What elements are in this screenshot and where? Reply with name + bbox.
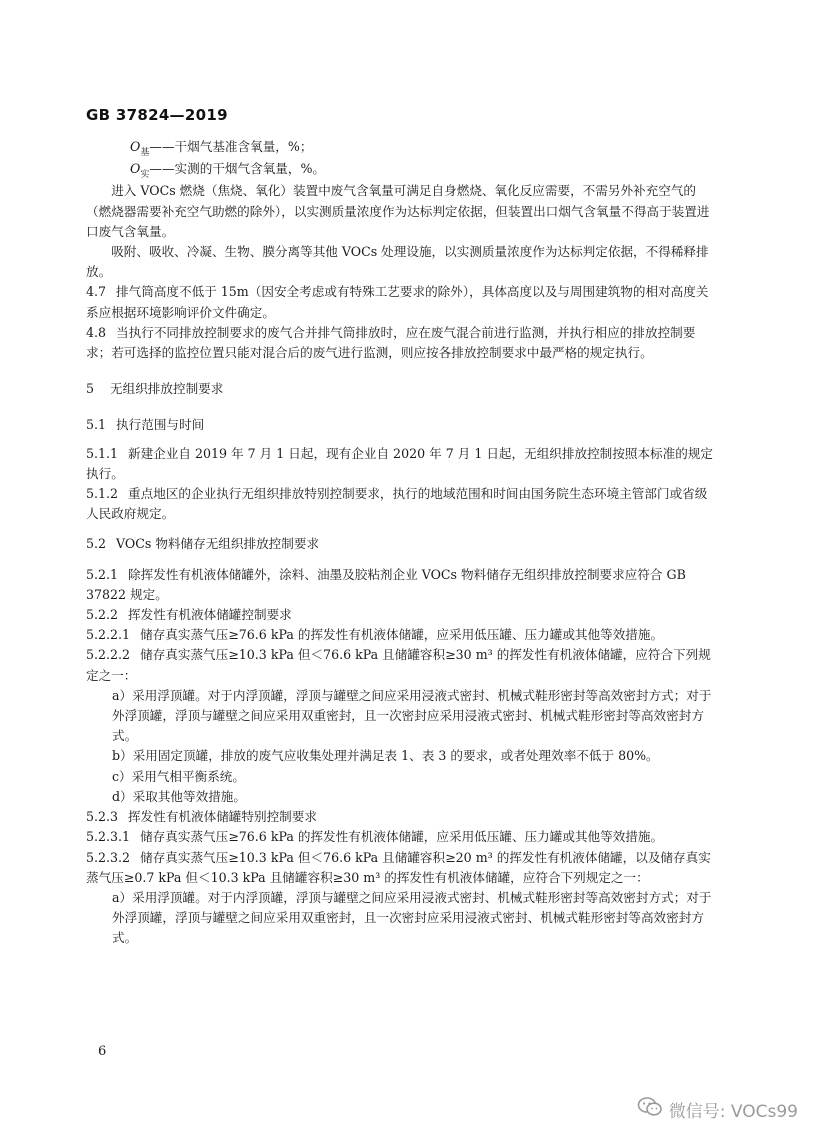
section-number: 5 (86, 381, 95, 397)
section-5-1-heading (86, 415, 716, 435)
definition-text: ——干烟气基准含氧量，%； (149, 139, 313, 154)
clause-number: 5.1.1 (86, 445, 119, 461)
clause-number: 5.2.2.2 (86, 647, 131, 663)
clause-4-7 (86, 282, 716, 322)
section-title: 无组织排放控制要求 (110, 381, 224, 397)
clause-text: 排气筒高度不低于 15m（因安全考虑或有特殊工艺要求的除外），具体高度以及与周围建筑物的相对高度关系应根据环境影响评价文件确定。 (86, 284, 709, 320)
definition-subscript: 实 (140, 170, 150, 181)
section-number: 5.2.2 (86, 607, 119, 623)
clause-number: 5.2.1 (86, 566, 119, 582)
section-number: 5.1 (86, 417, 107, 433)
standard-code-header: GB 37824—2019 (86, 106, 228, 124)
clause-number: 4.8 (86, 324, 107, 340)
clause-text: 当执行不同排放控制要求的废气合并排气筒排放时，应在废气混合前进行监测，并执行相应的排放控制要求；若可选择的监控位置只能对混合后的废气进行监测，则应按各排放控制要求中最严格的规定执行。 (86, 324, 696, 361)
page-number: 6 (98, 1044, 107, 1059)
definition-text: ——实测的干烟气含氧量，%。 (149, 161, 326, 177)
clause-5-2-1 (86, 565, 716, 605)
list-item: a）采用浮顶罐。对于内浮顶罐，浮顶与罐壁之间应采用浸液式密封、机械式鞋形密封等高效密封方式；对于外浮顶罐，浮顶与罐壁之间应采用双重密封，且一次密封应采用浸液式密封、机械式鞋形密封等高效密封方式。 (112, 889, 712, 946)
document-body (86, 137, 716, 949)
clause-number: 5.2.3.2 (86, 849, 131, 865)
clause-5-2-2-1 (86, 625, 716, 645)
clause-text: 重点地区的企业执行无组织排放特别控制要求，执行的地域范围和时间由国务院生态环境主管部门或省级人民政府规定。 (86, 486, 708, 522)
paragraph-combustion-oxygen: 进入 VOCs 燃烧（焦烧、氧化）装置中废气含氧量可满足自身燃烧、氧化反应需要，不需另外补充空气的（燃烧器需要补充空气助燃的除外），以实测质量浓度作为达标判定依据，但装置出口烟气含氧量不得高于装置进口废气含氧量。 (86, 183, 710, 239)
clause-number: 4.7 (86, 284, 107, 300)
section-5-heading (86, 379, 716, 399)
section-title: 挥发性有机液体储罐特别控制要求 (128, 809, 317, 825)
clause-text: 新建企业自 2019 年 7 月 1 日起，现有企业自 2020 年 7 月 1 日起，无组织排放控制按照本标准的规定执行。 (86, 445, 714, 481)
section-5-2-2-heading (86, 605, 716, 625)
clause-5-1-2 (86, 484, 716, 524)
paragraph-other-treatment: 吸附、吸收、冷凝、生物、膜分离等其他 VOCs 处理设施，以实测质量浓度作为达标判定依据，不得稀释排放。 (86, 244, 709, 280)
wechat-icon (637, 1096, 663, 1123)
definition-subscript: 基 (140, 148, 150, 158)
clause-text: 除挥发性有机液体储罐外，涂料、油墨及胶粘剂企业 VOCs 物料储存无组织排放控制要求应符合 GB 37822 规定。 (86, 566, 686, 602)
watermark-text: 微信号: VOCs99 (668, 1102, 798, 1122)
section-title: 执行范围与时间 (116, 417, 205, 433)
list-item: c）采用气相平衡系统。 (112, 768, 245, 784)
section-5-2-heading (86, 534, 716, 554)
clause-text: 储存真实蒸气压≥10.3 kPa 但＜76.6 kPa 且储罐容积≥20 m³ 的挥发性有机液体储罐，以及储存真实蒸气压≥0.7 kPa 但＜10.3 kPa 且储罐容积≥30 m³ 的挥发性有机液体储罐，应符合下列规定之一： (86, 849, 711, 885)
section-number: 5.2.3 (86, 809, 119, 825)
clause-5-2-3-2 (86, 848, 716, 888)
section-number: 5.2 (86, 536, 107, 552)
clause-text: 储存真实蒸气压≥76.6 kPa 的挥发性有机液体储罐，应采用低压罐、压力罐或其他等效措施。 (140, 829, 664, 845)
definition-symbol: O (130, 139, 141, 154)
clause-text: 储存真实蒸气压≥10.3 kPa 但＜76.6 kPa 且储罐容积≥30 m³ 的挥发性有机液体储罐，应符合下列规定之一： (86, 647, 711, 683)
definition-o-base (86, 137, 716, 159)
clause-number: 5.1.2 (86, 486, 119, 502)
list-item: d）采取其他等效措施。 (112, 788, 246, 804)
clause-number: 5.2.3.1 (86, 829, 131, 845)
definition-o-actual (86, 159, 716, 181)
section-title: VOCs 物料储存无组织排放控制要求 (116, 536, 320, 552)
clause-4-8 (86, 323, 716, 363)
clause-number: 5.2.2.1 (86, 627, 131, 643)
clause-text: 储存真实蒸气压≥76.6 kPa 的挥发性有机液体储罐，应采用低压罐、压力罐或其他等效措施。 (140, 627, 664, 643)
section-5-2-3-heading (86, 807, 716, 827)
clause-5-2-3-1 (86, 827, 716, 847)
definition-symbol: O (130, 161, 141, 177)
watermark (637, 1096, 798, 1123)
section-title: 挥发性有机液体储罐控制要求 (128, 607, 292, 623)
list-item: a）采用浮顶罐。对于内浮顶罐，浮顶与罐壁之间应采用浸液式密封、机械式鞋形密封等高效密封方式；对于外浮顶罐，浮顶与罐壁之间应采用双重密封，且一次密封应采用浸液式密封、机械式鞋形密封等高效密封方式。 (112, 687, 712, 744)
clause-5-2-2-2 (86, 645, 716, 685)
list-item: b）采用固定顶罐，排放的废气应收集处理并满足表 1、表 3 的要求，或者处理效率不低于 80%。 (112, 748, 659, 764)
clause-5-1-1 (86, 444, 716, 484)
